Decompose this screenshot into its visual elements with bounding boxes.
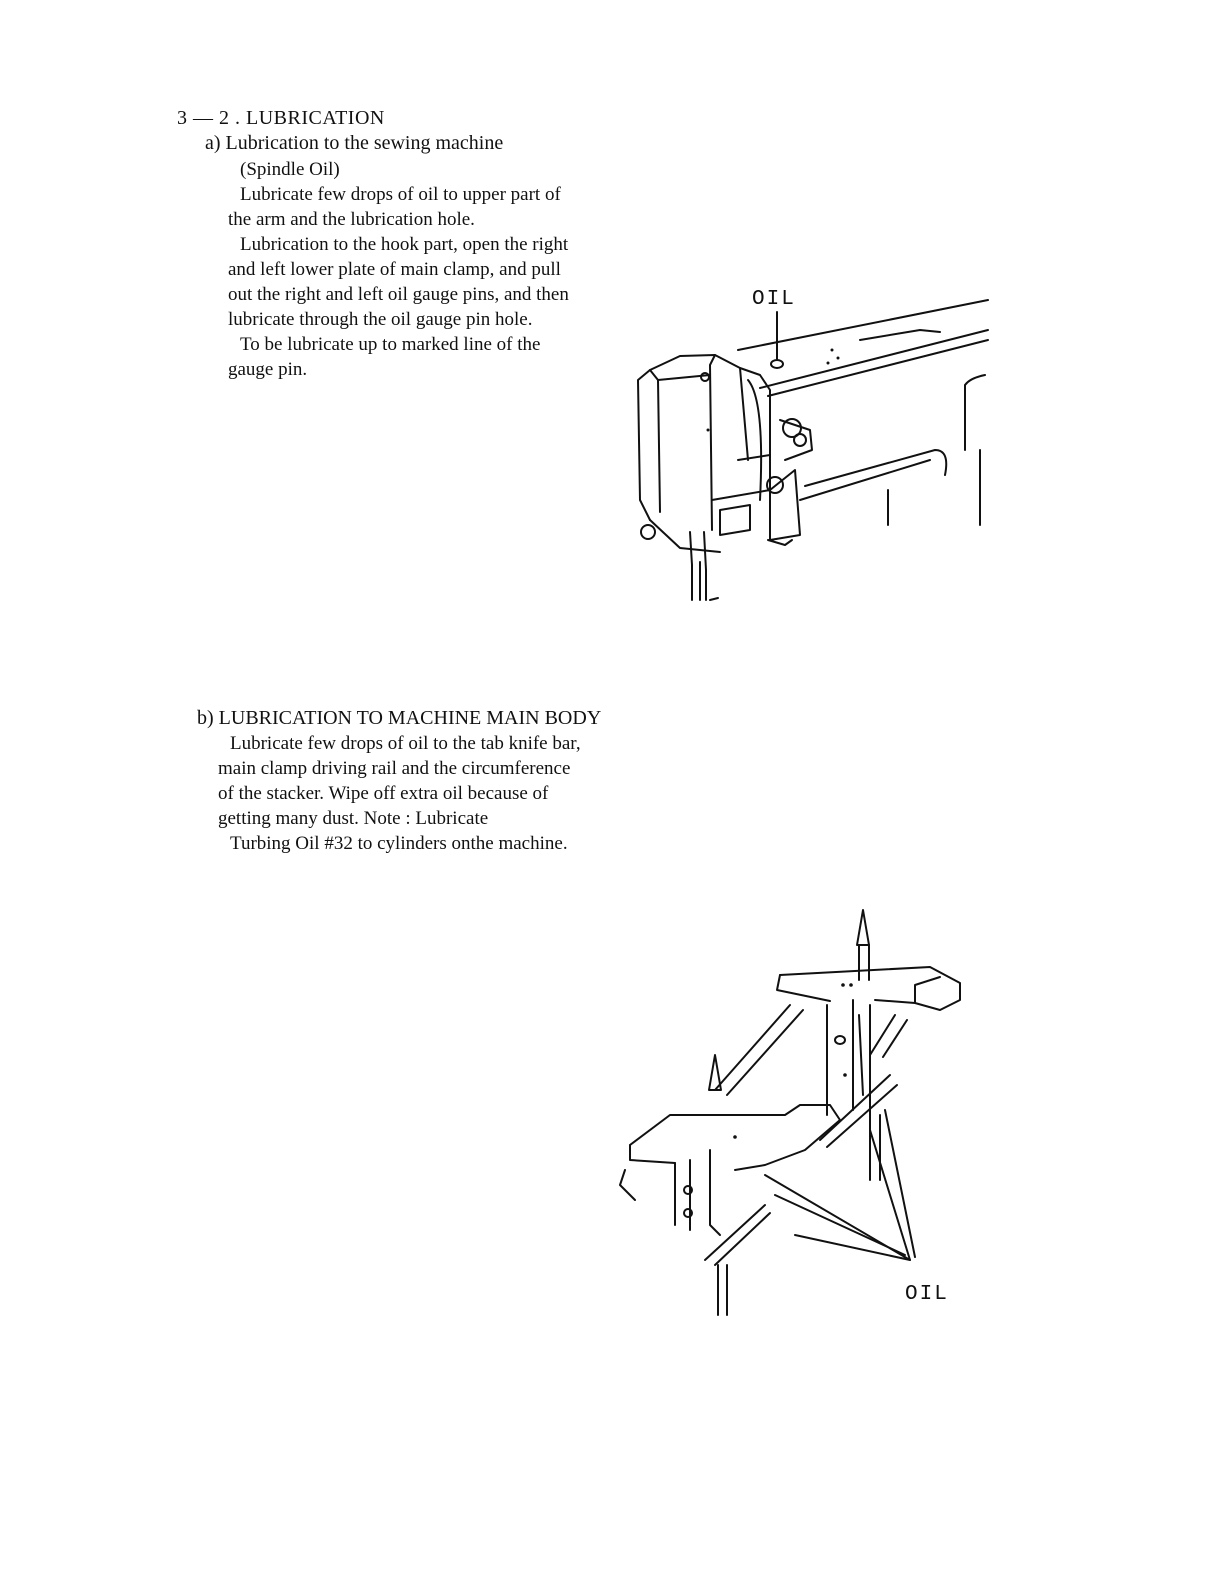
section-heading: 3 — 2 . LUBRICATION [177,107,385,129]
sewing-machine-head-illustration [620,300,1000,610]
figure-1-oil-label: OIL [752,288,796,311]
part-b-line: Lubricate few drops of oil to the tab knife bar, [230,733,581,754]
part-a-line: lubricate through the oil gauge pin hole. [228,309,533,330]
part-b-line: Turbing Oil #32 to cylinders onthe machine. [230,833,568,854]
part-b-line: of the stacker. Wipe off extra oil because of [218,783,549,804]
part-a-line: Lubricate few drops of oil to upper part of [240,184,561,205]
part-a-line: the arm and the lubrication hole. [228,209,475,230]
part-a-line: Lubrication to the hook part, open the right [240,234,569,255]
part-a-line: To be lubricate up to marked line of the [240,334,541,355]
part-a-line: out the right and left oil gauge pins, and then [228,284,569,305]
part-a-line: and left lower plate of main clamp, and pull [228,259,561,280]
figure-2-oil-label: OIL [905,1283,949,1306]
clamp-assembly-illustration [615,905,975,1325]
part-b-line: main clamp driving rail and the circumference [218,758,571,779]
part-a-line: gauge pin. [228,359,308,380]
part-b-title: b) LUBRICATION TO MACHINE MAIN BODY [197,707,602,729]
part-a-line: (Spindle Oil) [240,159,340,180]
part-a-title: a) Lubrication to the sewing machine [205,132,504,154]
part-b-line: getting many dust. Note : Lubricate [218,808,489,829]
